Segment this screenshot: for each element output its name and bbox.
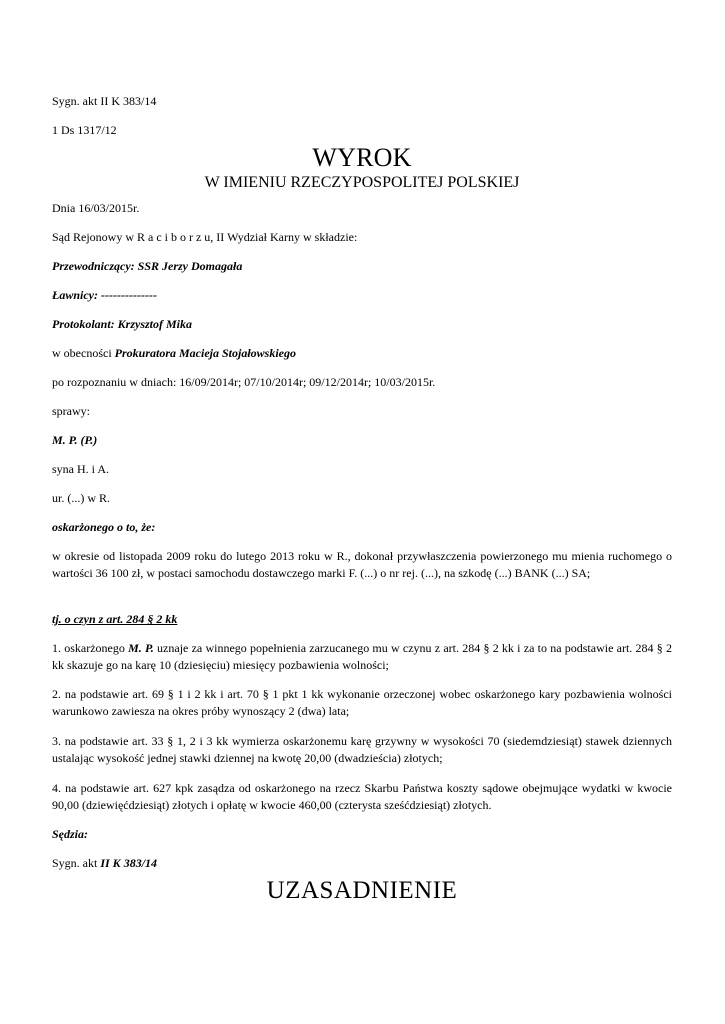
case-reference: Sygn. akt II K 383/14 <box>52 94 157 108</box>
document-title: WYROK <box>312 143 412 172</box>
case-label: sprawy: <box>52 404 90 418</box>
prosecutor-name: Prokuratora Macieja Stojałowskiego <box>114 346 297 360</box>
verdict-point-1 <box>52 640 672 674</box>
footer-prefix: Sygn. akt <box>52 856 101 870</box>
hearing-dates: po rozpoznaniu w dniach: 16/09/2014r; 07/10/2014r; 09/12/2014r; 10/03/2015r. <box>52 375 436 389</box>
lay-judges: Ławnicy: -------------- <box>52 288 157 302</box>
verdict-point-2: 2. na podstawie art. 69 § 1 i 2 kk i art. 70 § 1 pkt 1 kk wykonanie orzeczonej wobec oskarżonego kary pozbawienia wolności warunkowo zawiesza na okres próby wynoszący 2 (dwa) lata; <box>52 687 672 718</box>
verdict-point-4: 4. na podstawie art. 627 kpk zasądza od oskarżonego na rzecz Skarbu Państwa koszty sądowe obejmujące wydatki w kwocie 90,00 (dziewięćdziesiąt) złotych i opłatę w kwocie 460,00 (czterysta sześćdziesiąt) złotych. <box>52 781 672 812</box>
footer-case-number: II K 383/14 <box>100 856 158 870</box>
defendant-parents: syna H. i A. <box>52 462 109 476</box>
verdict-point-3: 3. na podstawie art. 33 § 1, 2 i 3 kk wymierza oskarżonemu karę grzywny w wysokości 70 (siedemdziesiąt) stawek dziennych ustalając wysokość jednej stawki dziennej na kwotę 20,00 (dwadzieścia) złotych; <box>52 734 672 765</box>
footer-case-reference <box>52 855 157 872</box>
point1-prefix: 1. oskarżonego <box>52 641 129 655</box>
court-line: Sąd Rejonowy w R a c i b o r z u, II Wydział Karny w składzie: <box>52 230 358 244</box>
presence-prefix: w obecności <box>52 346 115 360</box>
accused-label: oskarżonego o to, że: <box>52 520 156 534</box>
offence-article: tj. o czyn z art. 284 § 2 kk <box>52 612 178 626</box>
justification-title: UZASADNIENIE <box>266 877 458 904</box>
date-line: Dnia 16/03/2015r. <box>52 201 140 215</box>
defendant-name: M. P. (P.) <box>52 433 98 447</box>
ds-reference: 1 Ds 1317/12 <box>52 123 117 137</box>
document-subtitle: W IMIENIU RZECZYPOSPOLITEJ POLSKIEJ <box>204 174 520 191</box>
judge-label: Sędzia: <box>52 827 88 841</box>
presiding-judge: Przewodniczący: SSR Jerzy Domagała <box>52 259 243 273</box>
point1-text: uznaje za winnego popełnienia zarzucanego mu w czynu z art. 284 § 2 kk i za to na podstawie art. 284 § 2 kk skazuje go na karę 10 (dziesięciu) miesięcy pozbawienia wolności; <box>52 641 672 672</box>
defendant-birth: ur. (...) w R. <box>52 491 110 505</box>
point1-defendant: M. P. <box>128 641 154 655</box>
court-clerk: Protokolant: Krzysztof Mika <box>52 317 193 331</box>
prosecutor-line <box>52 345 296 362</box>
charge-description: w okresie od listopada 2009 roku do lutego 2013 roku w R., dokonał przywłaszczenia powierzonego mu mienia ruchomego o wartości 36 100 zł, w postaci samochodu dostawczego marki F. (...) o nr rej. (...), na szkodę (...) BANK (...) SA; <box>52 549 672 580</box>
